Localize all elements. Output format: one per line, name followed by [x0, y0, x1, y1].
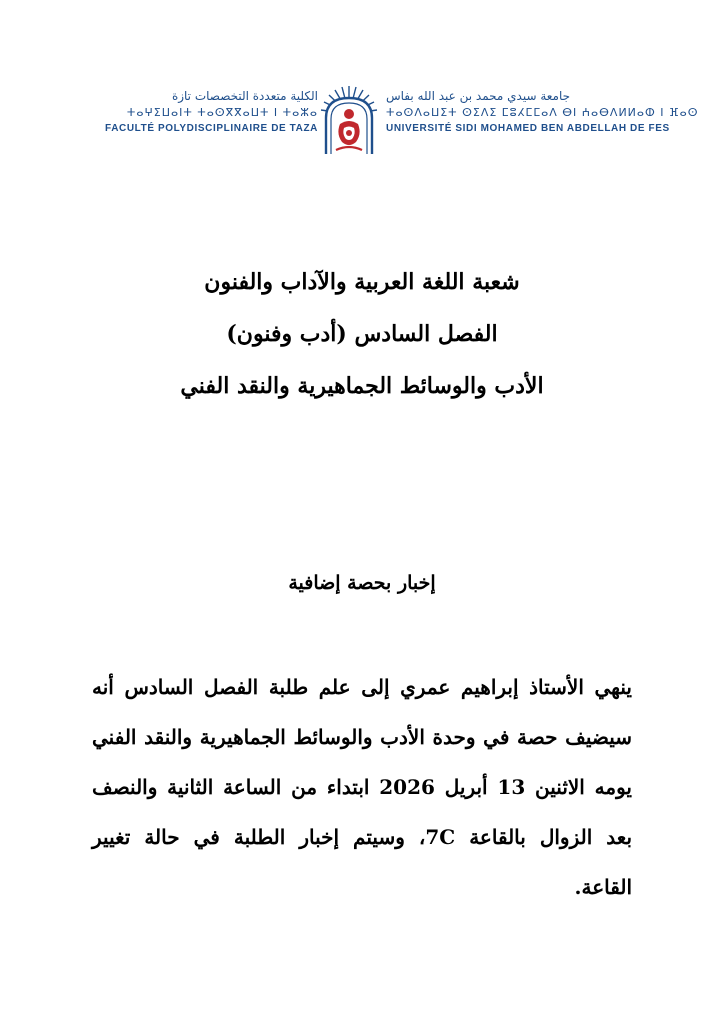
university-name-tifinagh: ⵜⴰⵙⴷⴰⵡⵉⵜ ⵙⵉⴷⵉ ⵎⵓⵃⵎⵎⴰⴷ ⴱⵏ ⵄⴰⴱⴷⵍⵍⴰⵀ ⵏ ⴼⴰⵙ — [386, 106, 699, 119]
university-name-french: UNIVERSITÉ SIDI MOHAMED BEN ABDELLAH DE FES — [386, 123, 670, 134]
letterhead — [0, 84, 724, 164]
university-block — [386, 88, 699, 136]
faculty-name-arabic: الكلية متعددة التخصصات تازة — [171, 89, 318, 103]
module-title: الأدب والوسائط الجماهيرية والنقد الفني — [180, 373, 544, 399]
faculty-block — [88, 88, 318, 136]
university-logo-icon — [318, 84, 380, 156]
notice-heading: إخبار بحصة إضافية — [288, 572, 436, 594]
document-titles — [80, 256, 644, 412]
notice-body: ينهي الأستاذ إبراهيم عمري إلى علم طلبة الفصل السادس أنه سيضيف حصة في وحدة الأدب والوسائط الجماهيرية والنقد الفني يومه الاثنين 13 أبريل 2026 ابتداء من الساعة الثانية والنصف بعد الزوال بالقاعة 7C، وسيتم إخبار الطلبة في حالة تغيير القاعة. — [92, 675, 633, 899]
faculty-name-tifinagh: ⵜⴰⵖⵉⵡⴰⵏⵜ ⵜⴰⵙⴳⴳⴰⵡⵜ ⵏ ⵜⴰⵣⴰ — [126, 106, 318, 119]
university-name-arabic: جامعة سيدي محمد بن عبد الله بفاس — [386, 89, 571, 103]
semester-title: الفصل السادس (أدب وفنون) — [226, 321, 498, 347]
department-title: شعبة اللغة العربية والآداب والفنون — [204, 269, 520, 295]
faculty-name-french: FACULTÉ POLYDISCIPLINAIRE DE TAZA — [105, 123, 318, 134]
